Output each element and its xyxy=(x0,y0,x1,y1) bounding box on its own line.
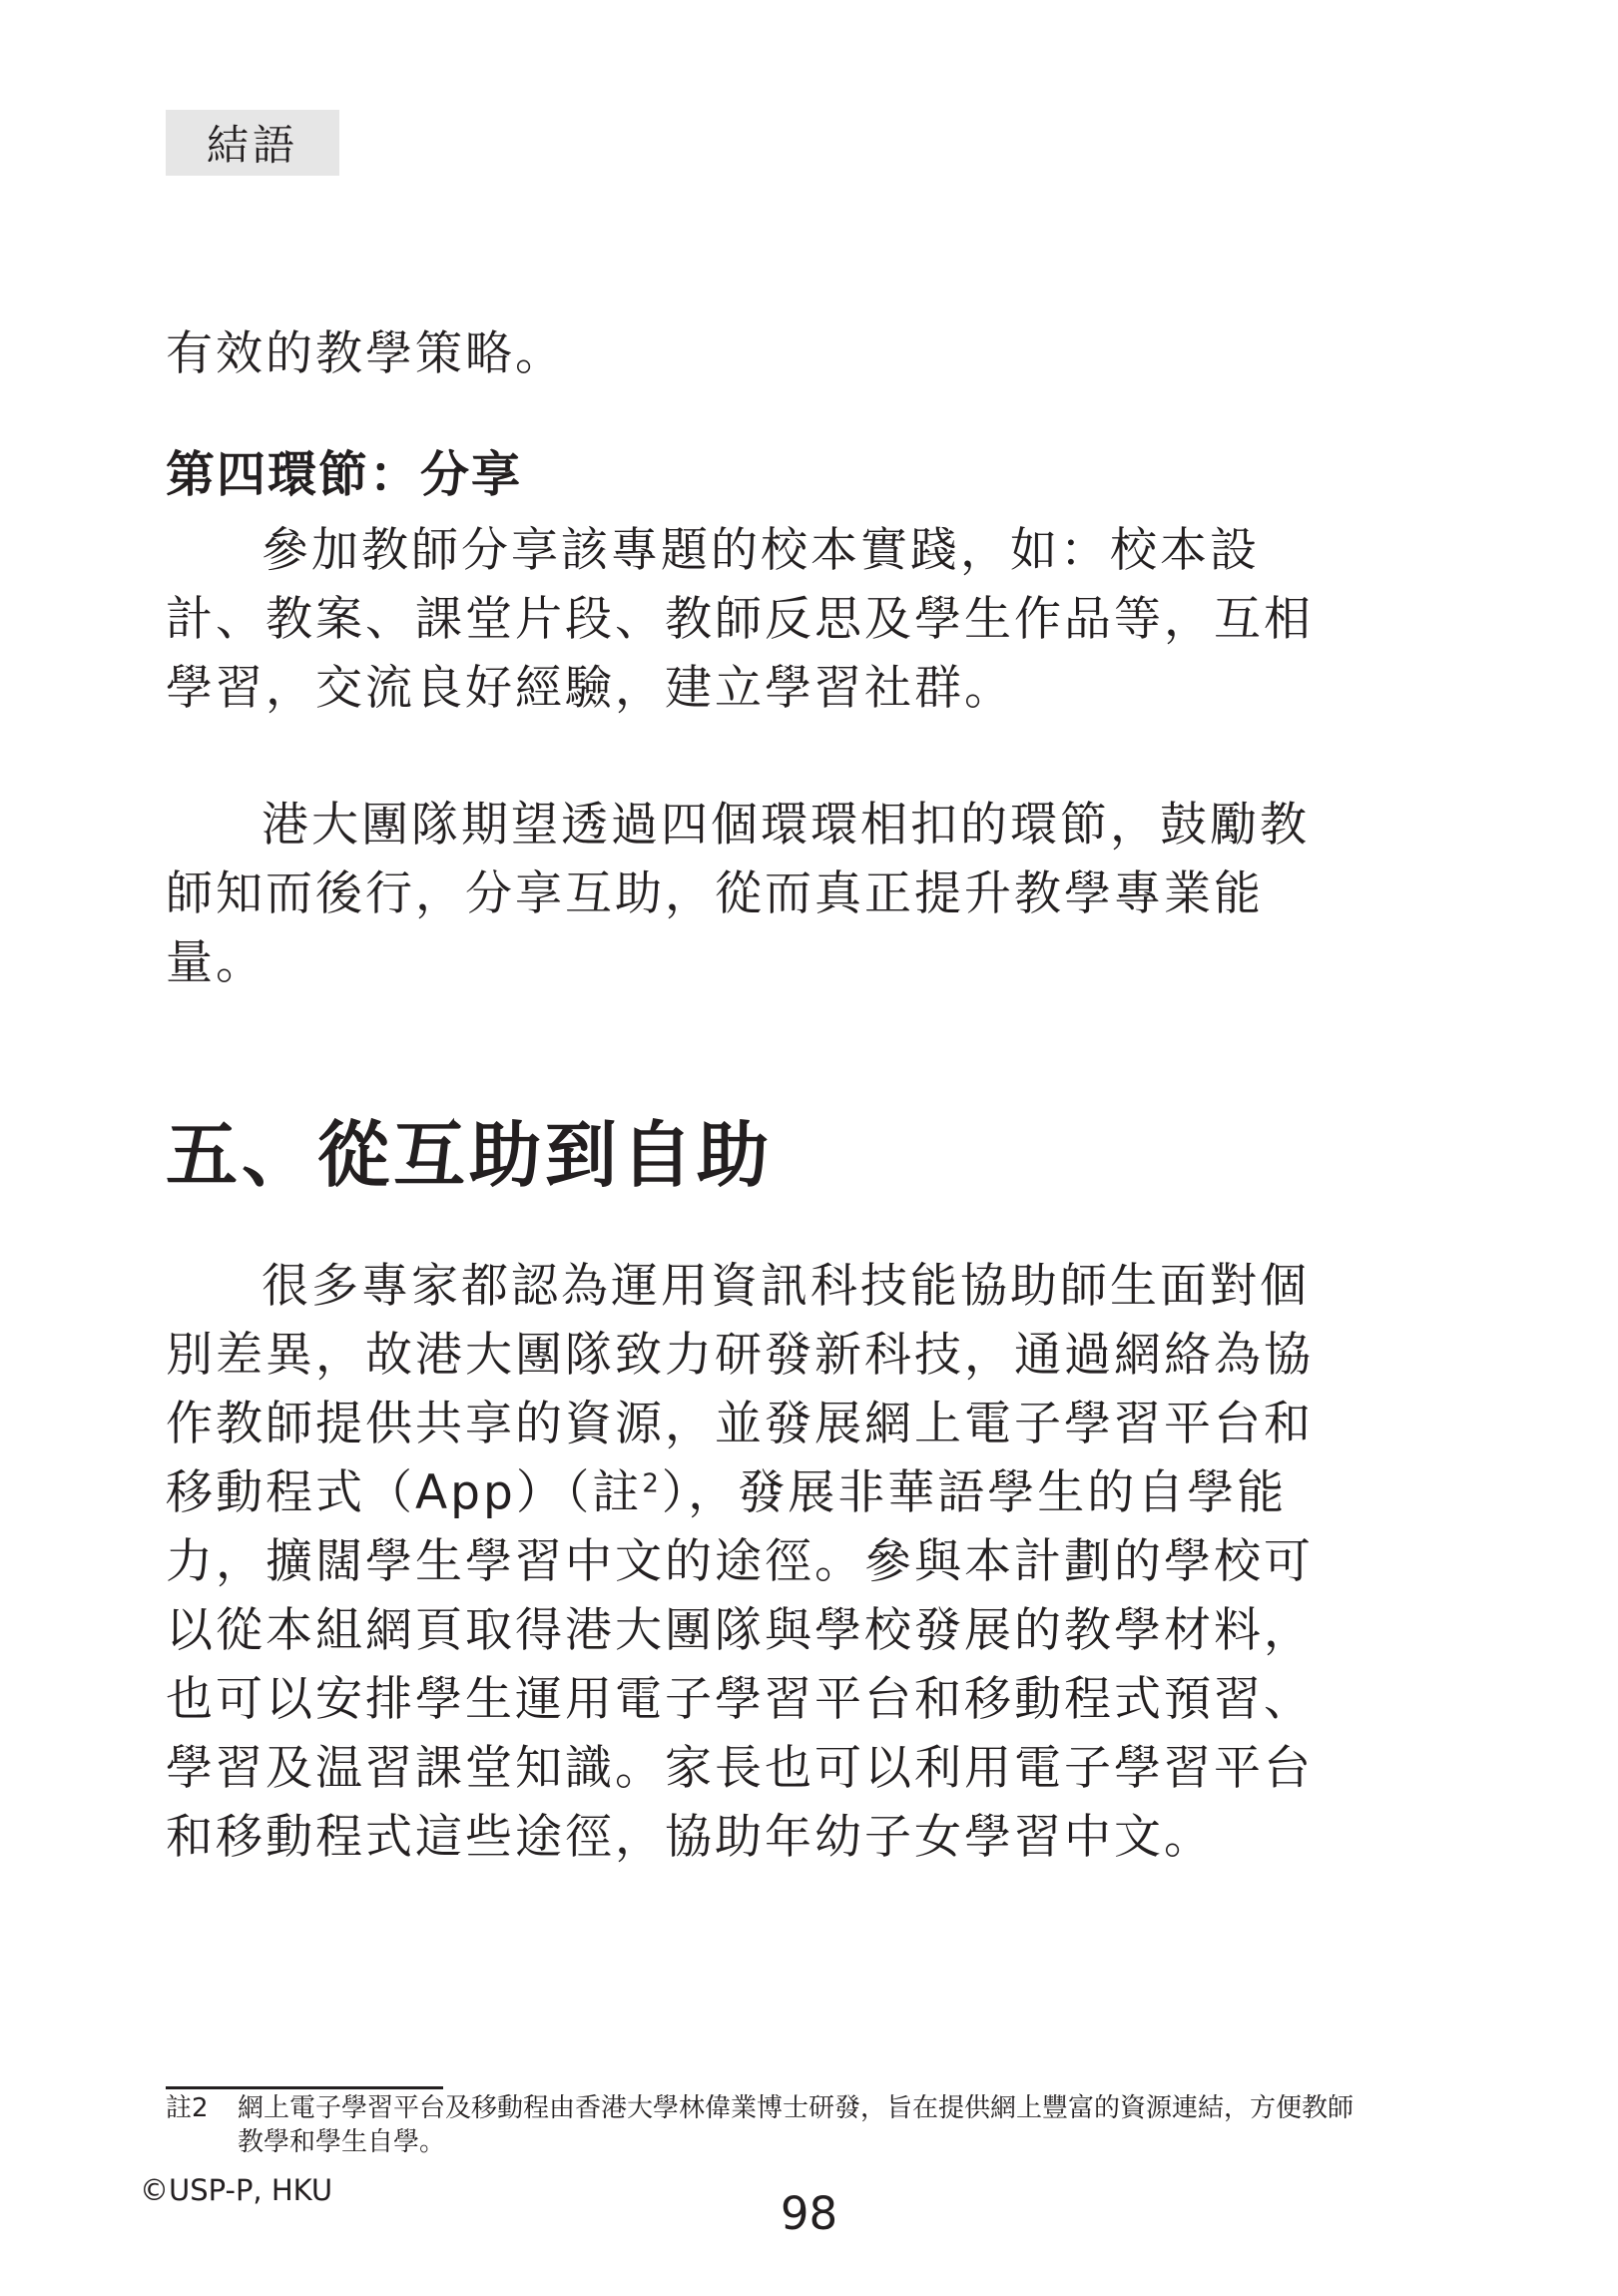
paragraph-hku-team: 港大團隊期望透過四個環環相扣的環節，鼓勵教師知而後行，分享互助，從而真正提升教學專業能量。 xyxy=(166,798,1310,990)
intro-line: 有效的教學策略。 xyxy=(166,326,565,381)
section-tag: 結語 xyxy=(166,110,339,176)
footnote xyxy=(166,2091,1355,2159)
copyright: ©USP-P, HKU xyxy=(140,2173,333,2207)
page-number: 98 xyxy=(780,2187,838,2240)
paragraph-sharing: 參加教師分享該專題的校本實踐，如：校本設計、教案、課堂片段、教師反思及學生作品等，互相學習，交流良好經驗，建立學習社群。 xyxy=(166,523,1314,716)
paragraph-main-part1: 很多專家都認為運用資訊科技能協助師生面對個別差異，故港大團隊致力研發新科技，通過網絡為協作教師提供共享的資源，並發展網上電子學習平台和移動程式（App）（註 xyxy=(166,1259,1314,1520)
paragraph-main-part2: ），發展非華語學生的自學能力，擴闊學生學習中文的途徑。參與本計劃的學校可以從本組網頁取得港大團隊與學校發展的教學材料，也可以安排學生運用電子學習平台和移動程式預習、學習及温習課堂知識。家長也可以利用電子學習平台和移動程式這些途徑，協助年幼子女學習中文。 xyxy=(166,1465,1314,1865)
section-heading: 五、從互助到自助 xyxy=(166,1113,774,1197)
footnote-reference: 2 xyxy=(642,1468,662,1499)
footnote-label: 註2 xyxy=(166,2093,209,2123)
sub-heading: 第四環節：分享 xyxy=(166,446,523,503)
footnote-rule xyxy=(166,2086,443,2089)
paragraph-main xyxy=(166,1252,1355,1872)
footnote-text: 網上電子學習平台及移動程由香港大學林偉業博士研發，旨在提供網上豐富的資源連結，方便教師教學和學生自學。 xyxy=(238,2093,1354,2157)
